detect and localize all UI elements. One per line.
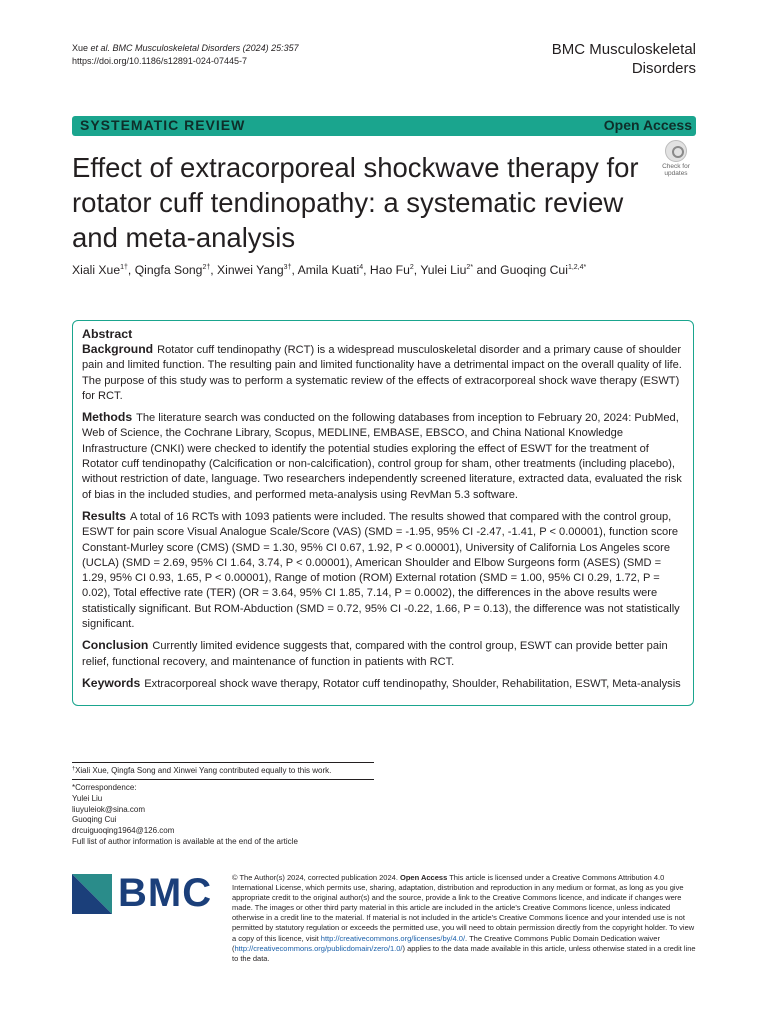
- abstract-keywords: [82, 676, 684, 692]
- license-copyright: © The Author(s) 2024, corrected publication 2024.: [232, 873, 400, 882]
- footnote-text: Xiali Xue, Qingfa Song and Xinwei Yang contributed equally to this work.: [75, 766, 332, 775]
- license-open-access: Open Access: [400, 873, 448, 882]
- check-updates-line2: updates: [664, 170, 688, 177]
- author-info-note: Full list of author information is available at the end of the article: [72, 836, 298, 846]
- author-affiliation: 2†: [202, 264, 211, 271]
- author-name: Xinwei Yang: [217, 263, 284, 277]
- correspondence-heading: *Correspondence:: [72, 783, 137, 792]
- correspondence-email[interactable]: drcuiguoqing1964@126.com: [72, 826, 175, 836]
- abstract-results-text: A total of 16 RCTs with 1093 patients were included. The results showed that compared with the control group, ESWT for pain score Visual Analogue Scale/Score (VAS) (SMD = -1.95, 95% CI -2.47, -1.41, P < 0.00001), function score Constant-Murley score (CMS) (SMD = 1.30, 95% CI 0.67, 1.92, P < 0.00001), University of California Los Angeles score (UCLA) (SMD = 2.69, 95% CI 1.64, 3.74, P < 0.00001), American Shoulder and Elbow Surgeons form (ASES) (SMD = 1.29, 95% CI 0.93, 1.65, P < 0.00001), Range of motion (ROM) External rotation (SMD = 1.00, 95% CI 0.29, 1.72, P = 0.02), Total effective rate (TER) (OR = 3.64, 95% CI 1.85, 7.14, P = 0.0002), the differences in the above results were statistically significant. But ROM-Abduction (SMD = 0.72, 95% CI -0.22, 1.66, P = 0.13), the difference was not statistically significant.: [82, 510, 680, 631]
- abstract-heading: Abstract: [82, 327, 133, 341]
- journal-name-line1: BMC Musculoskeletal: [551, 41, 696, 58]
- abstract-background-label: Background: [82, 342, 154, 356]
- author[interactable]: [135, 263, 211, 277]
- author[interactable]: [420, 263, 473, 277]
- check-updates-icon: [665, 140, 687, 162]
- license-body-2: . The Creative Commons Public Domain Dedication waiver (: [232, 933, 660, 953]
- bmc-logo-mark: [72, 874, 112, 914]
- bmc-logo: [72, 871, 217, 915]
- abstract-keywords-text: Extracorporeal shock wave therapy, Rotator cuff tendinopathy, Shoulder, Rehabilitation, ESWT, Meta-analysis: [144, 677, 681, 690]
- author-affiliation: 3†: [283, 264, 292, 271]
- author[interactable]: [72, 263, 128, 277]
- abstract-methods: [82, 410, 684, 503]
- author-conjunction: and: [476, 263, 497, 277]
- open-access-label: Open Access: [603, 117, 692, 133]
- license-body: This article is licensed under a Creative Commons Attribution 4.0 International License, which permits use, sharing, adaptation, distribution and reproduction in any medium or format, as long as you give appropriate credit to the original author(s) and the source, provide a link to the Creative Commons licence, and indicate if changes were made. The images or other third party material in this article are included in the article's Creative Commons licence, unless indicated otherwise in a credit line to the material. If material is not included in the article's Creative Commons licence and your intended use is not permitted by statutory regulation or exceeds the permitted use, you will need to obtain permission directly from the copyright holder. To view a copy of this licence, visit: [232, 873, 695, 943]
- article-type-banner: [72, 116, 696, 136]
- author-name: Hao Fu: [369, 263, 410, 277]
- citation-journal: et al. BMC Musculoskeletal Disorders: [90, 43, 241, 53]
- abstract-results: [82, 509, 684, 632]
- correspondence-email[interactable]: liuyuleiok@sina.com: [72, 804, 146, 814]
- author-affiliation: 1,2,4*: [567, 264, 587, 271]
- author[interactable]: [217, 263, 291, 277]
- article-type-label: SYSTEMATIC REVIEW: [80, 117, 246, 133]
- abstract-results-label: Results: [82, 508, 127, 523]
- abstract-conclusion: [82, 638, 684, 670]
- doi-link[interactable]: https://doi.org/10.1186/s12891-024-07445-7: [72, 56, 247, 66]
- check-updates-text: [655, 163, 697, 177]
- footnote-mark: †: [72, 766, 76, 772]
- footnote-divider: [72, 762, 374, 763]
- author-name: Yulei Liu: [420, 263, 467, 277]
- author-affiliation: 1†: [120, 264, 128, 271]
- bmc-logo-text: BMC: [118, 871, 213, 915]
- abstract-keywords-label: Keywords: [82, 675, 141, 690]
- license-body-3: ) applies to the data made available in this article, unless otherwise stated in a credit line to the data.: [232, 943, 696, 963]
- author-affiliation: 2: [409, 264, 414, 271]
- correspondence-name: Guoqing Cui: [72, 815, 117, 825]
- check-updates-line1: Check for: [662, 163, 690, 170]
- author[interactable]: [298, 263, 364, 277]
- check-for-updates-badge[interactable]: [655, 140, 697, 180]
- license-text: [232, 873, 698, 964]
- correspondence-name: Yulei Liu: [72, 793, 103, 803]
- footnote-divider-2: [72, 779, 374, 780]
- author-list: Xiali Xue$^{1\dagger}$, Qingfa Song$^{2\dagger}$, Xinwei Yang$^{3\dagger}$, Amila Kuati$^4$, Hao Fu$^2$, Yulei Liu$^{2*}$ and Guoqing Cui$^{1,2,4*}$: [72, 263, 587, 277]
- author-name: Qingfa Song: [134, 263, 203, 277]
- abstract-conclusion-text: Currently limited evidence suggests that, compared with the control group, ESWT can provide better pain relief, functional recovery, and maintenance of function in patients with RCT.: [82, 640, 668, 668]
- abstract-methods-text: The literature search was conducted on the following databases from inception to February 20, 2024: PubMed, Web of Science, the Cochrane Library, Scopus, MEDLINE, EMBASE, EBSCO, and China National Knowledge Infrastructure (CNKI) were checked to identify the potential studies exploring the effect of ESWT for the treatment of Rotator cuff tendinopathy (Calcification or non-calcification), control group for sham, other treatments (including placebo), without restriction of date, language. Two researchers independently screened literature, extracted data, evaluated the risk of bias in the included studies, and performed meta-analysis using RevMan 5.3 software.: [82, 412, 682, 501]
- abstract-methods-label: Methods: [82, 410, 133, 425]
- author-name: Xiali Xue: [72, 263, 121, 277]
- author-name: Guoqing Cui: [500, 263, 568, 277]
- abstract-conclusion-label: Conclusion: [82, 638, 149, 653]
- cc-zero-link[interactable]: http://creativecommons.org/publicdomain/zero/1.0/: [234, 943, 403, 953]
- abstract-background-text: Rotator cuff tendinopathy (RCT) is a widespread musculoskeletal disorder and a primary cause of shoulder pain and limited function. The resulting pain and limited functionality have a detrimental impact on the overall quality of life. The purpose of this study was to perform a systematic review of the effects of extracorporeal shock wave therapy (ESWT) for RCT.: [82, 344, 682, 402]
- cc-by-link[interactable]: http://creativecommons.org/licenses/by/4.0/: [320, 933, 466, 943]
- author-affiliation: 4: [359, 264, 364, 271]
- author[interactable]: [500, 263, 586, 277]
- citation-header: [72, 42, 299, 68]
- correspondence-block: [72, 783, 298, 848]
- abstract-background: [82, 342, 684, 404]
- citation-authors: Xue: [72, 43, 91, 53]
- citation-line: [72, 42, 299, 55]
- journal-name: [552, 40, 696, 78]
- citation-year: (2024) 25:357: [240, 43, 299, 53]
- abstract-box: [72, 320, 694, 706]
- article-title: Effect of extracorporeal shockwave therapy for rotator cuff tendinopathy: a systematic review and meta-analysis: [72, 152, 639, 253]
- author-name: Amila Kuati: [297, 263, 360, 277]
- author[interactable]: [370, 263, 414, 277]
- journal-name-line2: Disorders: [631, 60, 696, 77]
- equal-contribution-footnote: [72, 765, 331, 776]
- author-affiliation: 2*: [466, 264, 474, 271]
